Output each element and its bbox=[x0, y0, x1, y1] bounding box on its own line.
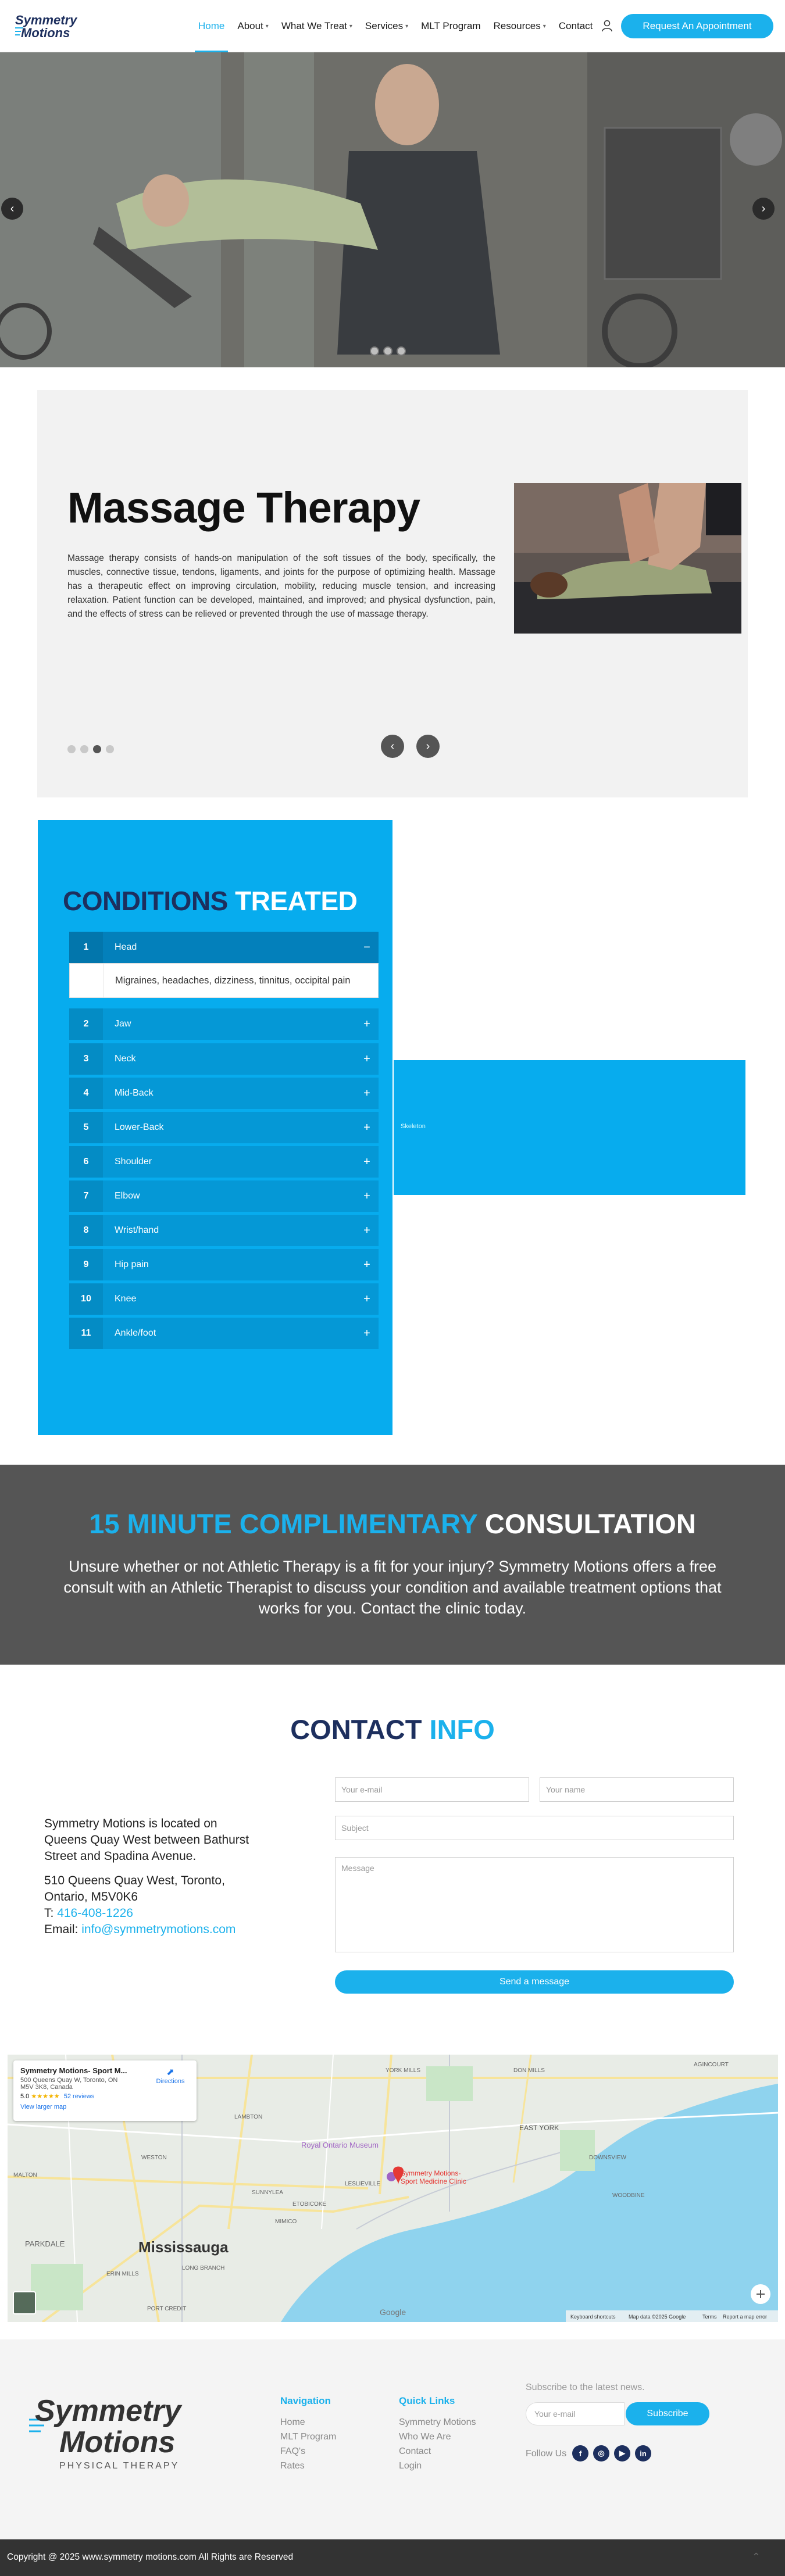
chevron-left-icon: ‹ bbox=[10, 202, 15, 215]
map-label: DON MILLS bbox=[513, 2067, 545, 2074]
map-label: PARKDALE bbox=[25, 2239, 65, 2248]
subscribe-email-input[interactable]: Your e-mail bbox=[526, 2402, 625, 2425]
accordion-label: Wrist/hand bbox=[115, 1225, 159, 1235]
hero-slider bbox=[0, 52, 785, 367]
footer-link-login[interactable]: Login bbox=[399, 2461, 422, 2471]
back-to-top-icon[interactable]: ⌃ bbox=[751, 2551, 761, 2563]
accordion-item-head[interactable] bbox=[69, 932, 379, 963]
accordion-item-jaw[interactable] bbox=[69, 1008, 379, 1040]
footer-link-home[interactable]: Home bbox=[280, 2417, 305, 2427]
map-poi-label: Royal Ontario Museum bbox=[301, 2141, 379, 2149]
footer-link-symmetry[interactable]: Symmetry Motions bbox=[399, 2417, 476, 2427]
consultation-title bbox=[0, 1508, 785, 1540]
follow-us-label: Follow Us bbox=[526, 2449, 567, 2459]
footer-link-rates[interactable]: Rates bbox=[280, 2461, 305, 2471]
subject-field[interactable]: Subject bbox=[335, 1816, 734, 1840]
phone-prefix: T: bbox=[44, 1906, 54, 1920]
massage-slide-dot[interactable] bbox=[80, 745, 88, 753]
map-label: LONG BRANCH bbox=[182, 2265, 225, 2271]
plus-icon: + bbox=[363, 1121, 370, 1134]
minus-icon: − bbox=[363, 940, 370, 954]
hero-slide-dot[interactable] bbox=[370, 346, 379, 356]
accordion-label: Knee bbox=[115, 1294, 137, 1304]
consultation-title-blue: 15 MINUTE COMPLIMENTARY bbox=[89, 1508, 477, 1539]
contact-title bbox=[0, 1713, 785, 1745]
chevron-down-icon: ▾ bbox=[405, 23, 409, 30]
accordion-number: 9 bbox=[69, 1249, 103, 1280]
map-label: LESLIEVILLE bbox=[345, 2181, 381, 2187]
accordion-item-lower-back[interactable] bbox=[69, 1112, 379, 1143]
email-field[interactable]: Your e-mail bbox=[335, 1777, 529, 1802]
nav-item-label: About bbox=[237, 20, 263, 31]
phone-link[interactable]: 416-408-1226 bbox=[57, 1906, 133, 1920]
accordion-number: 7 bbox=[69, 1180, 103, 1212]
send-message-button[interactable]: Send a message bbox=[335, 1970, 734, 1994]
map-label: WOODBINE bbox=[612, 2192, 645, 2199]
map-label: EAST YORK bbox=[519, 2124, 559, 2132]
conditions-title bbox=[63, 885, 357, 917]
accordion-number: 11 bbox=[69, 1318, 103, 1349]
accordion-number: 8 bbox=[69, 1215, 103, 1246]
place-address-2: M5V 3K8, Canada bbox=[20, 2084, 73, 2091]
nav-item-label: MLT Program bbox=[421, 20, 481, 31]
nav-item-mlt-program[interactable] bbox=[415, 0, 487, 52]
map-footer-note[interactable]: Terms bbox=[702, 2314, 717, 2320]
map-label: MALTON bbox=[13, 2172, 37, 2178]
footer-link-contact[interactable]: Contact bbox=[399, 2446, 431, 2456]
massage-therapy-slider bbox=[37, 390, 748, 797]
plus-icon: + bbox=[363, 1223, 370, 1237]
footer-link-who[interactable]: Who We Are bbox=[399, 2432, 451, 2442]
accordion-number: 2 bbox=[69, 1008, 103, 1040]
nav-item-contact[interactable] bbox=[552, 0, 600, 52]
nav-item-label: What We Treat bbox=[281, 20, 347, 31]
contact-title-blue: INFO bbox=[429, 1714, 495, 1745]
user-icon[interactable] bbox=[601, 19, 613, 32]
nav-item-resources[interactable] bbox=[487, 0, 552, 52]
address-line1: 510 Queens Quay West, Toronto, bbox=[44, 1874, 225, 1887]
address-line2: Ontario, M5V0K6 bbox=[44, 1890, 138, 1904]
place-rating-row bbox=[20, 2092, 190, 2100]
map-footer-note: Map data ©2025 Google bbox=[629, 2314, 686, 2320]
accordion-label: Head bbox=[115, 942, 137, 952]
chevron-right-icon: › bbox=[426, 739, 430, 753]
footer-link-faqs[interactable]: FAQ's bbox=[280, 2446, 306, 2456]
footer-link-mlt[interactable]: MLT Program bbox=[280, 2432, 337, 2442]
conditions-title-dark: CONDITIONS bbox=[63, 886, 228, 916]
google-map[interactable] bbox=[8, 2055, 778, 2322]
email-link[interactable]: info@symmetrymotions.com bbox=[81, 1923, 236, 1936]
accordion-panel-head bbox=[69, 963, 379, 998]
map-label: AGINCOURT bbox=[694, 2062, 729, 2068]
request-appointment-button[interactable]: Request An Appointment bbox=[621, 14, 773, 38]
map-label: ERIN MILLS bbox=[106, 2271, 139, 2277]
map-label: SUNNYLEA bbox=[252, 2189, 283, 2196]
nav-item-label: Contact bbox=[558, 20, 593, 31]
directions-label: Directions bbox=[156, 2078, 185, 2085]
conditions-title-light: TREATED bbox=[235, 886, 358, 916]
massage-body: Massage therapy consists of hands-on manipulation of the soft tissues of the body, specifically, the muscles, connective tissue, tendons, ligaments, and joints for the purpose of optimizing health. Massage has a therapeutic effect on improving circulation, mobility, reducing muscle tension, and increasing relaxation. Patient function can be developed, maintained, and improved; and physical dysfunction, pain, and the effects of stress can be relieved or prevented through the use of massage therapy. bbox=[67, 553, 495, 619]
map-label: PORT CREDIT bbox=[147, 2306, 187, 2312]
plus-icon: + bbox=[363, 1052, 370, 1065]
plus-icon: + bbox=[363, 1189, 370, 1203]
phone-row bbox=[44, 1905, 254, 1922]
plus-icon: + bbox=[363, 1292, 370, 1305]
footer-logo-tagline: PHYSICAL THERAPY bbox=[59, 2461, 180, 2471]
map-place-card bbox=[13, 2060, 197, 2121]
plus-icon: + bbox=[363, 1326, 370, 1340]
massage-prev-button[interactable] bbox=[381, 735, 404, 758]
map-label: YORK MILLS bbox=[386, 2067, 421, 2074]
copyright-bar bbox=[0, 2539, 785, 2576]
hero-prev-button[interactable] bbox=[1, 198, 23, 220]
accordion-label: Neck bbox=[115, 1054, 136, 1064]
nav-item-services[interactable] bbox=[359, 0, 415, 52]
nav-item-home[interactable] bbox=[192, 0, 231, 52]
plus-icon: + bbox=[363, 1155, 370, 1168]
accordion-item-wrist-hand[interactable] bbox=[69, 1215, 379, 1246]
plus-icon: + bbox=[363, 1258, 370, 1271]
massage-title: Massage Therapy bbox=[67, 484, 420, 532]
plus-icon: + bbox=[363, 1017, 370, 1031]
accordion-item-shoulder[interactable] bbox=[69, 1146, 379, 1178]
logo[interactable] bbox=[14, 10, 87, 42]
location-text: Symmetry Motions is located on Queens Quay West between Bathurst Street and Spadina Avenue. bbox=[44, 1817, 249, 1863]
accordion-number: 1 bbox=[69, 932, 103, 963]
rating-stars-icon: ★★★★★ bbox=[31, 2093, 60, 2100]
map-label: WESTON bbox=[141, 2155, 167, 2161]
accordion-number: 10 bbox=[69, 1283, 103, 1315]
accordion-number: 6 bbox=[69, 1146, 103, 1178]
instagram-icon[interactable]: ◎ bbox=[593, 2445, 609, 2461]
facebook-icon[interactable]: f bbox=[572, 2445, 588, 2461]
accordion-item-elbow[interactable] bbox=[69, 1180, 379, 1212]
accordion-label: Mid-Back bbox=[115, 1088, 154, 1098]
skeleton-image-box bbox=[394, 1060, 745, 1195]
map-label: DOWNSVIEW bbox=[589, 2155, 626, 2161]
subscribe-title: Subscribe to the latest news. bbox=[526, 2382, 645, 2392]
nav-item-label: Home bbox=[198, 20, 225, 31]
youtube-icon[interactable]: ▶ bbox=[614, 2445, 630, 2461]
contact-title-dark: CONTACT bbox=[290, 1714, 422, 1745]
plus-icon: + bbox=[363, 1086, 370, 1100]
email-row bbox=[44, 1922, 254, 1938]
map-marker-label: Symmetry Motions- bbox=[401, 2169, 461, 2177]
hero-next-button[interactable] bbox=[752, 198, 775, 220]
nav-item-about[interactable] bbox=[231, 0, 274, 52]
chevron-down-icon: ▾ bbox=[349, 23, 352, 30]
accordion-label: Elbow bbox=[115, 1191, 140, 1201]
logo-line1: Symmetry bbox=[15, 13, 77, 27]
map-label: ETOBICOKE bbox=[292, 2201, 327, 2208]
chevron-right-icon: › bbox=[761, 202, 766, 215]
consultation-title-white: CONSULTATION bbox=[484, 1508, 696, 1539]
footer-logo[interactable] bbox=[27, 2391, 207, 2472]
accordion-item-mid-back[interactable] bbox=[69, 1078, 379, 1109]
name-field[interactable]: Your name bbox=[540, 1777, 734, 1802]
directions-icon: ⬈ bbox=[166, 2067, 174, 2077]
map-label: MIMICO bbox=[275, 2219, 297, 2225]
message-field[interactable]: Message bbox=[335, 1857, 734, 1952]
massage-photo bbox=[514, 483, 741, 634]
accordion-item-knee[interactable] bbox=[69, 1283, 379, 1315]
reviews-link[interactable]: 52 reviews bbox=[63, 2093, 95, 2100]
footer-logo-line1: Symmetry bbox=[35, 2394, 181, 2428]
map-footer-note[interactable]: Keyboard shortcuts bbox=[570, 2314, 616, 2320]
nav-item-label: Services bbox=[365, 20, 404, 31]
footer-logo-line2: Motions bbox=[59, 2425, 176, 2459]
main-nav bbox=[192, 0, 599, 52]
copyright-text: Copyright @ 2025 www.symmetry motions.com All Rights are Reserved bbox=[7, 2552, 294, 2562]
contact-info bbox=[44, 1816, 254, 1938]
accordion-label: Jaw bbox=[115, 1019, 131, 1029]
chevron-down-icon: ▾ bbox=[543, 23, 546, 30]
massage-next-button[interactable] bbox=[416, 735, 440, 758]
site-header bbox=[0, 0, 785, 52]
accordion-label: Ankle/foot bbox=[115, 1328, 156, 1338]
accordion-label: Lower-Back bbox=[115, 1122, 164, 1132]
chevron-left-icon: ‹ bbox=[390, 739, 395, 753]
footer-nav-heading: Navigation bbox=[280, 2395, 331, 2406]
view-larger-map-link[interactable]: View larger map bbox=[20, 2103, 67, 2110]
place-rating: 5.0 bbox=[20, 2093, 30, 2100]
google-wordmark: Google bbox=[380, 2307, 406, 2317]
map-city-label: Mississauga bbox=[138, 2238, 229, 2256]
map-footer-note[interactable]: Report a map error bbox=[723, 2314, 768, 2320]
accordion-number: 5 bbox=[69, 1112, 103, 1143]
chevron-down-icon: ▾ bbox=[265, 23, 269, 30]
nav-item-label: Resources bbox=[493, 20, 541, 31]
accordion-label: Shoulder bbox=[115, 1157, 152, 1167]
massage-slide-dot[interactable] bbox=[67, 745, 76, 753]
place-name: Symmetry Motions- Sport M... bbox=[20, 2066, 127, 2075]
accordion-number: 4 bbox=[69, 1078, 103, 1109]
hero-slide-dot-active[interactable] bbox=[397, 346, 406, 356]
conditions-treated bbox=[38, 820, 392, 1435]
accordion-item-neck[interactable] bbox=[69, 1043, 379, 1075]
broken-image-icon: Skeleton bbox=[401, 1123, 426, 1130]
hero-image bbox=[0, 52, 785, 367]
map-marker-label: Sport Medicine Clinic bbox=[401, 2177, 466, 2185]
place-address-1: 500 Queens Quay W, Toronto, ON bbox=[20, 2077, 118, 2084]
map-label: LAMBTON bbox=[234, 2114, 263, 2120]
accordion-panel-text: Migraines, headaches, dizziness, tinnitus, occipital pain bbox=[115, 975, 351, 986]
consultation-body: Unsure whether or not Athletic Therapy is a fit for your injury? Symmetry Motions offers a free consult with an Athletic Therapist to discuss your condition and available treatment options that works for you. Contact the clinic today. bbox=[63, 1558, 722, 1617]
footer-quick-heading: Quick Links bbox=[399, 2395, 455, 2406]
directions-button[interactable] bbox=[150, 2066, 191, 2085]
logo-line2: Motions bbox=[21, 26, 70, 40]
consultation-banner bbox=[0, 1465, 785, 1665]
hero-slide-dot[interactable] bbox=[383, 346, 392, 356]
accordion-number: 3 bbox=[69, 1043, 103, 1075]
email-prefix: Email: bbox=[44, 1923, 78, 1936]
accordion-item-hip-pain[interactable] bbox=[69, 1249, 379, 1280]
linkedin-icon[interactable]: in bbox=[635, 2445, 651, 2461]
site-footer bbox=[0, 2339, 785, 2539]
accordion-item-ankle-foot[interactable] bbox=[69, 1318, 379, 1349]
massage-slide-dot[interactable] bbox=[106, 745, 114, 753]
nav-item-what-we-treat[interactable] bbox=[275, 0, 359, 52]
subscribe-button[interactable]: Subscribe bbox=[626, 2402, 709, 2425]
massage-slide-dot-active[interactable] bbox=[93, 745, 101, 753]
accordion-label: Hip pain bbox=[115, 1260, 149, 1269]
